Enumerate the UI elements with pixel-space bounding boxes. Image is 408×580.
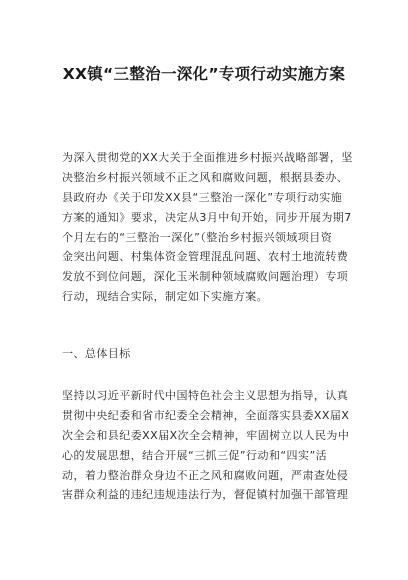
paragraph-line: 害群众利益的违纪违规违法行为，督促镇村加强干部管理 xyxy=(62,488,349,502)
document-title: XX镇“三整治一深化”专项行动实施方案 xyxy=(62,65,346,83)
paragraph-line: 个月左右的“三整治一深化”（整治乡村振兴领域项目资 xyxy=(62,230,333,244)
paragraph-line: 发放不到位问题，深化玉米制种领域腐败问题治理）专项 xyxy=(62,270,349,284)
section-paragraph xyxy=(62,386,350,505)
intro-paragraph xyxy=(62,148,353,307)
paragraph-line: 次全会和县纪委XX届X次全会精神，牢固树立以人民为中 xyxy=(62,428,350,442)
paragraph-line: 行动，现结合实际，制定如下实施方案。 xyxy=(62,290,269,304)
paragraph-line: 决整治乡村振兴领域不正之风和腐败问题，根据县委办、 xyxy=(62,170,349,184)
paragraph-line: 为深入贯彻党的XX大关于全面推进乡村振兴战略部署，坚 xyxy=(62,151,353,164)
paragraph-line: 方案的通知》要求，决定从3月中旬开始，同步开展为期7 xyxy=(62,210,352,224)
paragraph-line: 县政府办《关于印发XX县“三整治一深化”专项行动实施 xyxy=(62,190,343,204)
paragraph-line: 动，着力整治群众身边不正之风和腐败问题，严肃查处侵 xyxy=(62,468,349,482)
paragraph-line: 金突出问题、村集体资金管理混乱问题、农村土地流转费 xyxy=(62,250,349,264)
paragraph-line: 坚持以习近平新时代中国特色社会主义思想为指导，认真 xyxy=(62,389,349,402)
section-heading: 一、总体目标 xyxy=(62,347,131,360)
paragraph-line: 心的发展思想，结合开展“三抓三促”行动和“四实”活 xyxy=(62,448,328,462)
paragraph-line: 贯彻中央纪委和省市纪委全会精神，全面落实县委XX届X xyxy=(62,408,350,422)
